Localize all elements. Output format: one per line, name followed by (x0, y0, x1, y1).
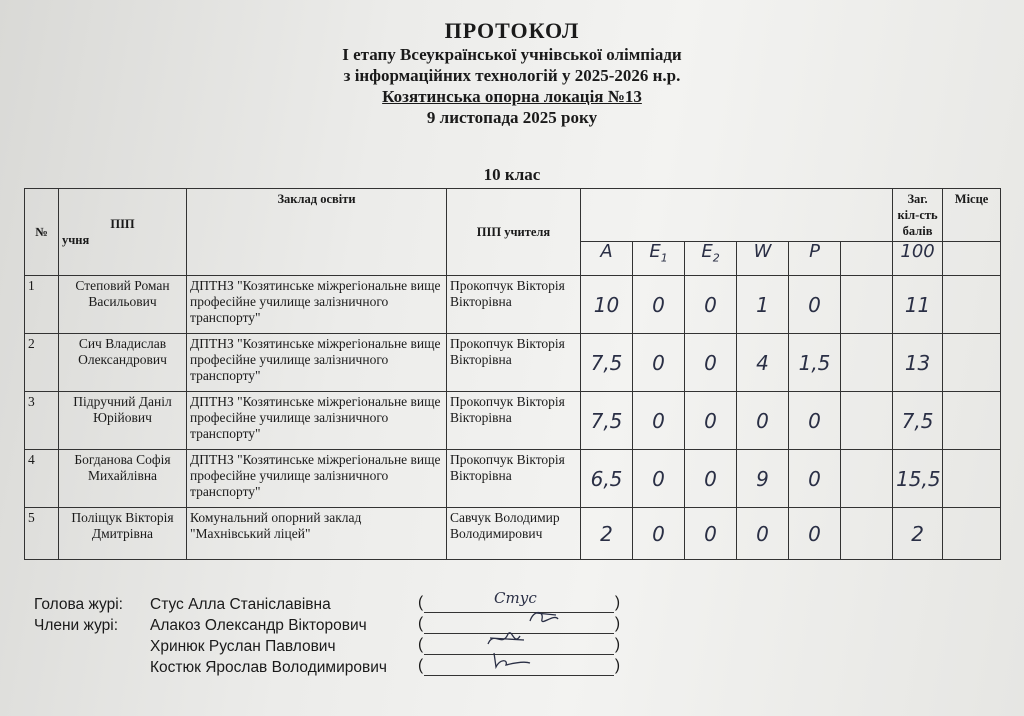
row-num: 3 (25, 392, 59, 450)
total-score: 7,5 (893, 392, 943, 450)
head-signature-line: ( Стус ) (418, 589, 620, 611)
place-cell (943, 276, 1001, 334)
score-cell: 0 (633, 276, 685, 334)
header-total: Заг. кіл-сть балів (893, 189, 943, 242)
empty-cell (841, 450, 893, 508)
score-cell: 0 (789, 392, 841, 450)
score-cell: 7,5 (581, 392, 633, 450)
table-row (25, 508, 1001, 560)
score-cell: 0 (789, 276, 841, 334)
max-total: 100 (893, 242, 943, 276)
teacher-name: Савчук Володимир Володимирович (447, 508, 581, 560)
score-cell: 0 (633, 450, 685, 508)
task-e1: $E_1$ (633, 242, 685, 276)
school-name: ДПТНЗ "Козятинське міжрегіональне вище професійне училище залізничного транспорту" (187, 450, 447, 508)
student-name: Сич Владислав Олександрович (59, 334, 187, 392)
protocol-title: ПРОТОКОЛ (444, 18, 580, 43)
signature-scribble-icon (484, 607, 564, 629)
score-cell: 9 (737, 450, 789, 508)
empty-cell (841, 392, 893, 450)
header-pib-bottom: учня (62, 233, 90, 247)
location-title: Козятинська опорна локація №13 (382, 87, 642, 106)
score-cell: 1 (737, 276, 789, 334)
total-score: 15,5 (893, 450, 943, 508)
score-cell: 10 (581, 276, 633, 334)
task-a: A (581, 242, 633, 276)
teacher-name: Прокопчук Вікторія Вікторівна (447, 334, 581, 392)
teacher-name: Прокопчук Вікторія Вікторівна (447, 392, 581, 450)
score-cell: 0 (633, 334, 685, 392)
table-row (25, 450, 1001, 508)
row-num: 2 (25, 334, 59, 392)
task-empty (841, 242, 893, 276)
row-num: 1 (25, 276, 59, 334)
teacher-name: Прокопчук Вікторія Вікторівна (447, 276, 581, 334)
total-score: 2 (893, 508, 943, 560)
place-cell (943, 508, 1001, 560)
score-cell: 0 (685, 392, 737, 450)
task-w: W (737, 242, 789, 276)
head-signature: Стус (494, 589, 537, 607)
score-cell: 0 (633, 392, 685, 450)
teacher-name: Прокопчук Вікторія Вікторівна (447, 450, 581, 508)
header-place: Місце (943, 189, 1001, 242)
score-cell: 7,5 (581, 334, 633, 392)
jury-member-3: Костюк Ярослав Володимирович (150, 659, 387, 676)
score-cell: 0 (685, 450, 737, 508)
school-name: ДПТНЗ "Козятинське міжрегіональне вище професійне училище залізничного транспорту" (187, 334, 447, 392)
jury-member-2: Хринюк Руслан Павлович (150, 638, 336, 655)
total-score: 13 (893, 334, 943, 392)
protocol-date: 9 листопада 2025 року (426, 108, 598, 127)
score-cell: 1,5 (789, 334, 841, 392)
score-cell: 2 (581, 508, 633, 560)
member3-signature-line: ( ) (424, 657, 614, 676)
row-num: 4 (25, 450, 59, 508)
place-cell (943, 334, 1001, 392)
place-cell (943, 450, 1001, 508)
score-cell: 0 (685, 276, 737, 334)
task-p: P (789, 242, 841, 276)
jury-head-name: Стус Алла Станіславівна (150, 596, 331, 613)
table-row (25, 276, 1001, 334)
jury-head-label: Голова журі: (34, 596, 123, 613)
total-score: 11 (893, 276, 943, 334)
score-cell: 6,5 (581, 450, 633, 508)
jury-signatures (34, 589, 620, 678)
row-num: 5 (25, 508, 59, 560)
table-row (25, 392, 1001, 450)
member1-signature-line: ( ) (424, 615, 614, 634)
place-cell (943, 392, 1001, 450)
school-name: ДПТНЗ "Козятинське міжрегіональне вище професійне училище залізничного транспорту" (187, 392, 447, 450)
score-cell: 0 (685, 508, 737, 560)
olympiad-stage: І етапу Всеукраїнської учнівської олімпіади (342, 45, 682, 64)
student-name: Поліщук Вікторія Дмитрівна (59, 508, 187, 560)
document-header (0, 18, 1024, 128)
school-name: Комунальний опорний заклад "Махнівський ліцей" (187, 508, 447, 560)
jury-members-label: Члени журі: (34, 617, 119, 634)
member2-signature-line: ( ) (424, 636, 614, 655)
score-cell: 0 (789, 508, 841, 560)
task-e2: $E_2$ (685, 242, 737, 276)
score-cell: 0 (685, 334, 737, 392)
student-name: Степовий Роман Васильович (59, 276, 187, 334)
score-cell: 0 (633, 508, 685, 560)
header-school: Заклад освіти (187, 189, 447, 276)
header-num: № (25, 189, 59, 276)
signature-scribble-icon (484, 649, 564, 671)
empty-cell (841, 334, 893, 392)
student-name: Богданова Софія Михайлівна (59, 450, 187, 508)
empty-cell (841, 276, 893, 334)
student-name: Підручний Даніл Юрійович (59, 392, 187, 450)
header-pib (59, 189, 187, 276)
school-name: ДПТНЗ "Козятинське міжрегіональне вище професійне училище залізничного транспорту" (187, 276, 447, 334)
score-cell: 0 (737, 392, 789, 450)
olympiad-subject: з інформаційних технологій у 2025-2026 н.р. (343, 66, 681, 85)
header-teacher: ПІП учителя (447, 189, 581, 276)
header-pib-top: ПІП (110, 217, 135, 231)
header-tasks-group (581, 189, 893, 242)
table-row (25, 334, 1001, 392)
score-cell: 4 (737, 334, 789, 392)
score-cell: 0 (789, 450, 841, 508)
place-empty (943, 242, 1001, 276)
score-cell: 0 (737, 508, 789, 560)
results-table (24, 188, 1001, 560)
jury-member-1: Алакоз Олександр Вікторович (150, 617, 367, 634)
empty-cell (841, 508, 893, 560)
grade-label: 10 клас (483, 165, 541, 184)
